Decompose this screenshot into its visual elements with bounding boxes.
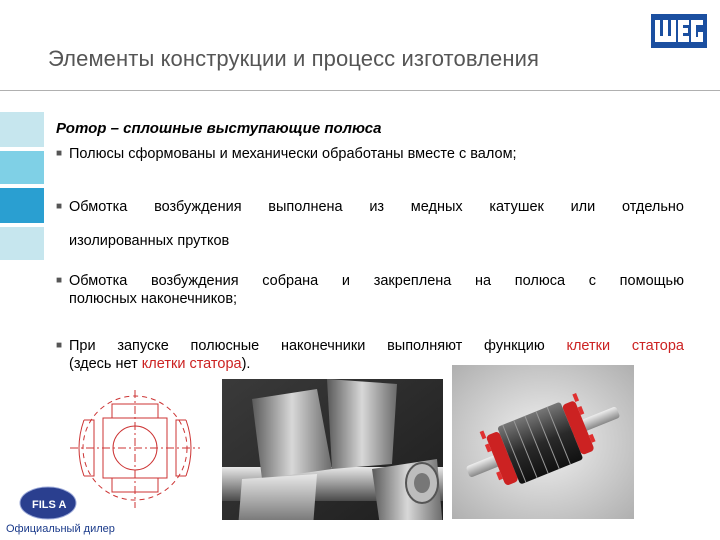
bullet-marker: ■ bbox=[56, 340, 63, 351]
highlight-term: клетки статора bbox=[566, 338, 684, 354]
rotor-section-diagram bbox=[70, 390, 200, 510]
rotor-machined-photo bbox=[222, 379, 443, 540]
side-block-1 bbox=[0, 112, 44, 147]
dealer-logo-text: FILS A bbox=[32, 499, 67, 511]
bullet-text-line1: При запуске полюсные наконечники выполняют функцию клетки статора bbox=[69, 338, 684, 354]
dealer-label: Официальный дилер bbox=[6, 523, 115, 535]
bullet-text-line2: (здесь нет клетки статора). bbox=[69, 356, 251, 372]
bullet-text-line1: Обмотка возбуждения собрана и закреплена на полюса с помощью bbox=[69, 273, 684, 289]
weg-logo bbox=[651, 14, 707, 48]
bullet-text-line1: Обмотка возбуждения выполнена из медных катушек или отдельно bbox=[69, 199, 684, 215]
bullet-continuation bbox=[56, 232, 684, 250]
side-block-4 bbox=[0, 227, 44, 260]
title-divider bbox=[0, 90, 720, 91]
bullet-item bbox=[56, 198, 684, 216]
bullet-marker: ■ bbox=[56, 148, 63, 159]
highlight-term: клетки статора bbox=[141, 356, 242, 372]
bullet-text-line2: полюсных наконечников; bbox=[69, 291, 238, 307]
side-block-2 bbox=[0, 151, 44, 184]
bullet-marker: ■ bbox=[56, 201, 63, 212]
bullet-text-line2: изолированных прутков bbox=[69, 233, 230, 249]
bullet-item bbox=[56, 272, 684, 308]
rotor-winding-photo bbox=[452, 365, 634, 519]
dealer-logo bbox=[18, 485, 78, 521]
side-block-3 bbox=[0, 188, 44, 223]
bullet-text: Полюсы сформованы и механически обработаны вместе с валом; bbox=[69, 146, 517, 162]
slide-title: Элементы конструкции и процесс изготовления bbox=[48, 46, 540, 71]
bullet-marker: ■ bbox=[56, 275, 63, 286]
bullet-item bbox=[56, 145, 684, 163]
section-heading: Ротор – сплошные выступающие полюса bbox=[56, 120, 382, 137]
